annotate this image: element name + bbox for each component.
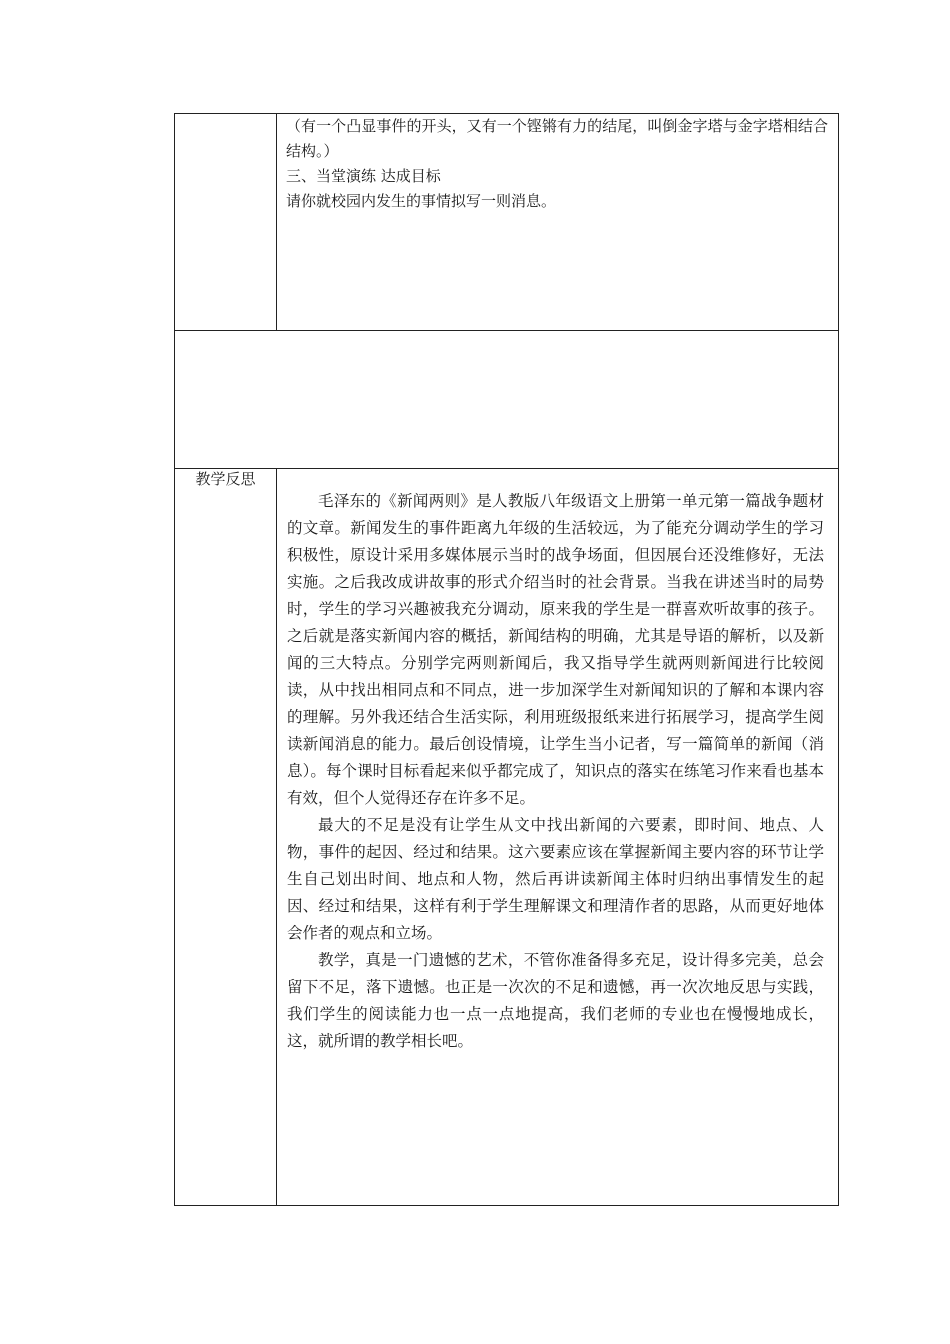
reflection-paragraph-3: 教学，真是一门遗憾的艺术，不管你准备得多充足，设计得多完美，总会留下不足，落下遗憾。也正是一次次的不足和遗憾，再一次次地反思与实践，我们学生的阅读能力也一点一点地提高，我们老师的专业也在慢慢地成长，这，就所谓的教学相长吧。 xyxy=(287,951,824,1050)
lesson-plan-table xyxy=(174,113,839,1206)
reflection-label: 教学反思 xyxy=(195,470,256,488)
label-cell-empty xyxy=(175,114,277,331)
table-row xyxy=(175,331,839,469)
table-row xyxy=(175,469,839,1206)
label-cell-reflection xyxy=(175,469,277,1206)
section-heading: 三、当堂演练 达成目标 xyxy=(286,167,441,185)
reflection-paragraph-2: 最大的不足是没有让学生从文中找出新闻的六要素，即时间、地点、人物，事件的起因、经过和结果。这六要素应该在掌握新闻主要内容的环节让学生自己划出时间、地点和人物，然后再讲读新闻主体时归纳出事情发生的起因、经过和结果，这样有利于学生理解课文和理清作者的思路，从而更好地体会作者的观点和立场。 xyxy=(287,816,824,942)
content-cell-practice xyxy=(277,114,839,331)
content-cell-reflection xyxy=(277,469,839,1206)
table-row xyxy=(175,114,839,331)
practice-task: 请你就校园内发生的事情拟写一则消息。 xyxy=(286,192,557,210)
blank-merged-cell xyxy=(175,331,839,469)
structure-note: （有一个凸显事件的开头，又有一个铿锵有力的结尾，叫倒金字塔与金字塔相结合结构。） xyxy=(286,117,828,160)
reflection-paragraph-1: 毛泽东的《新闻两则》是人教版八年级语文上册第一单元第一篇战争题材的文章。新闻发生的事件距离九年级的生活较远，为了能充分调动学生的学习积极性，原设计采用多媒体展示当时的战争场面，但因展台还没维修好，无法实施。之后我改成讲故事的形式介绍当时的社会背景。当我在讲述当时的局势时，学生的学习兴趣被我充分调动，原来我的学生是一群喜欢听故事的孩子。之后就是落实新闻内容的概括，新闻结构的明确，尤其是导语的解析，以及新闻的三大特点。分别学完两则新闻后，我又指导学生就两则新闻进行比较阅读，从中找出相同点和不同点，进一步加深学生对新闻知识的了解和本课内容的理解。另外我还结合生活实际，利用班级报纸来进行拓展学习，提高学生阅读新闻消息的能力。最后创设情境，让学生当小记者，写一篇简单的新闻（消息）。每个课时目标看起来似乎都完成了，知识点的落实在练笔习作来看也基本有效，但个人觉得还存在许多不足。 xyxy=(287,492,824,807)
